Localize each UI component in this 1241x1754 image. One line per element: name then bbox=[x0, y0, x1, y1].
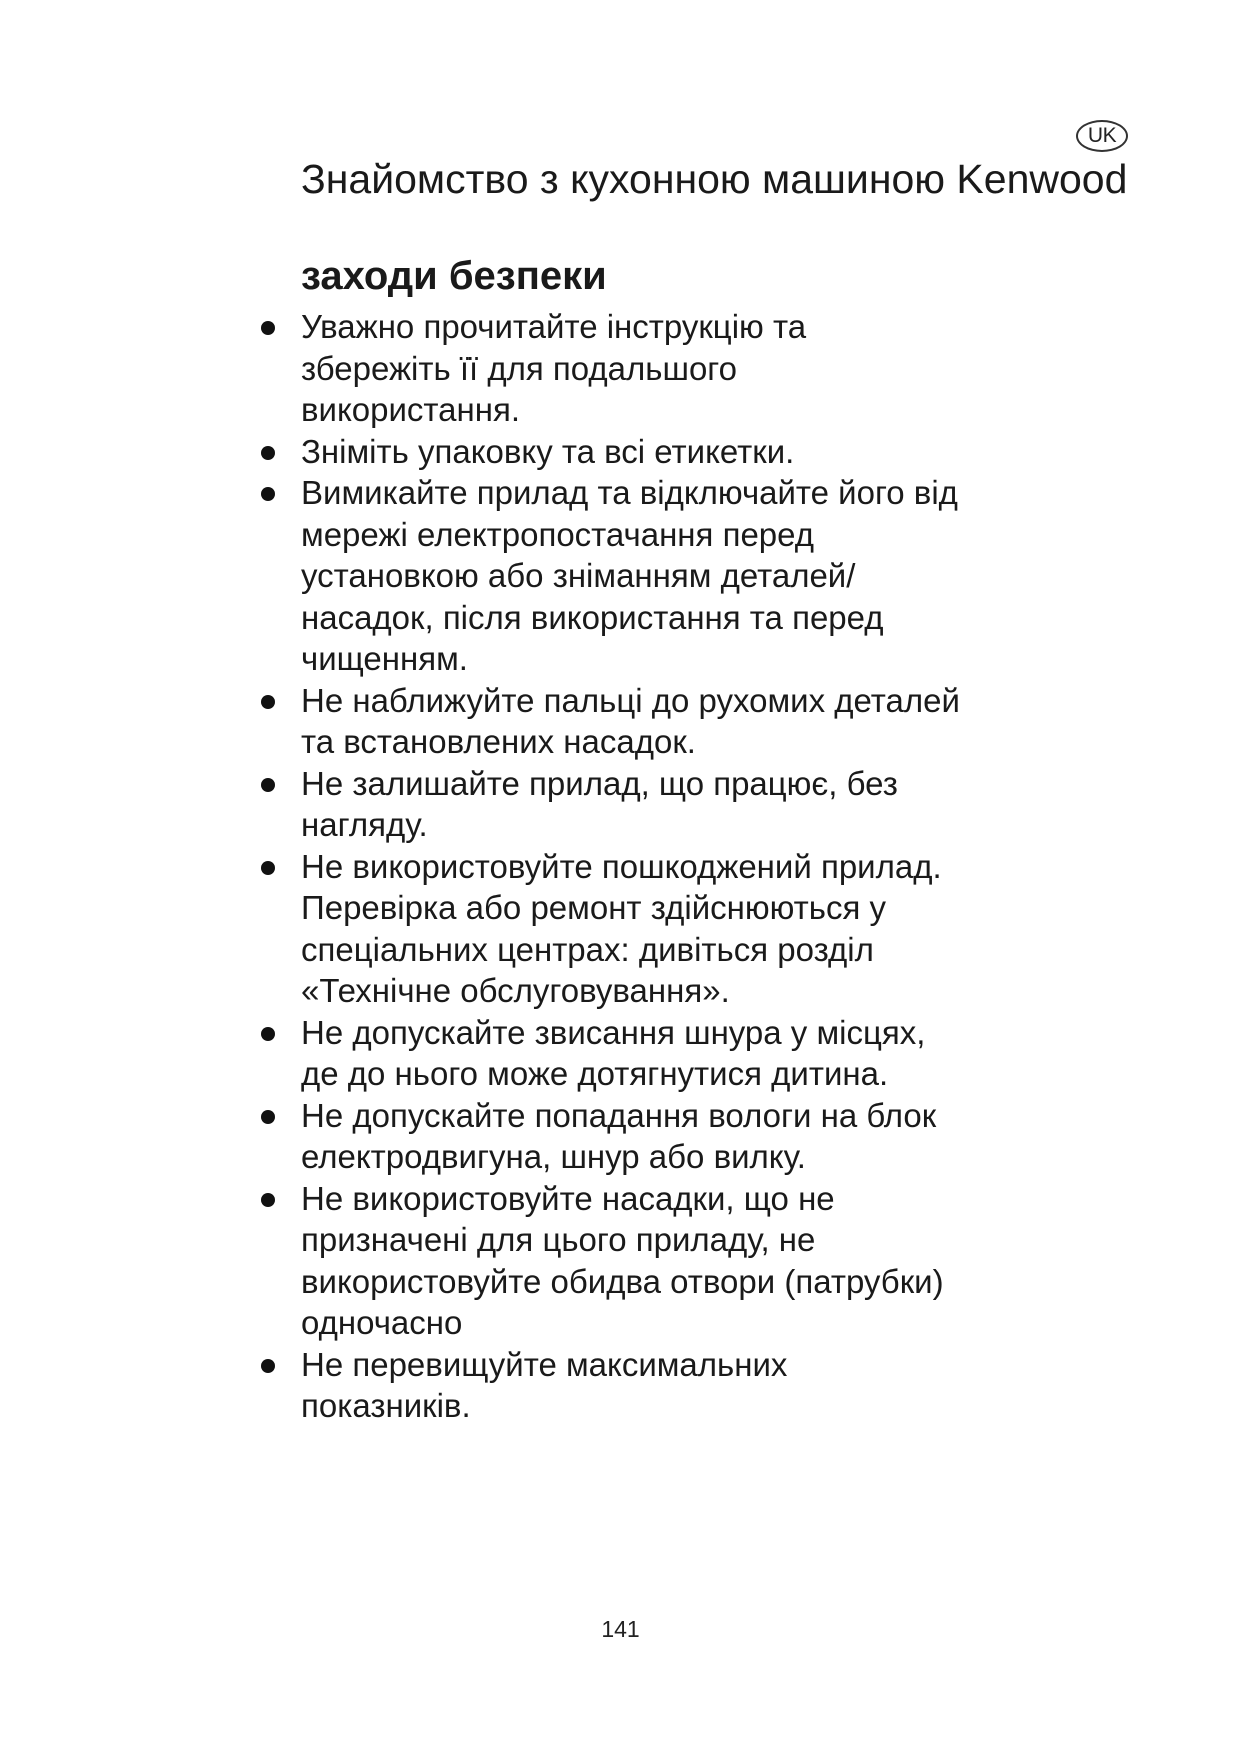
bullet-icon bbox=[261, 1193, 275, 1207]
list-item bbox=[260, 1095, 960, 1178]
list-item-text: Не перевищуйте максимальних показників. bbox=[301, 1345, 788, 1424]
safety-list bbox=[260, 306, 960, 1427]
page-number: 141 bbox=[601, 1616, 640, 1642]
bullet-icon bbox=[261, 778, 275, 792]
page-title: Знайомство з кухонною машиною Kenwood bbox=[301, 156, 1128, 202]
list-item bbox=[260, 763, 960, 846]
list-item bbox=[260, 680, 960, 763]
list-item bbox=[260, 431, 960, 473]
bullet-icon bbox=[261, 861, 275, 875]
bullet-icon bbox=[261, 695, 275, 709]
list-item bbox=[260, 1012, 960, 1095]
section-heading: заходи безпеки bbox=[301, 254, 607, 298]
bullet-icon bbox=[261, 446, 275, 460]
bullet-icon bbox=[261, 321, 275, 335]
bullet-icon bbox=[261, 1027, 275, 1041]
list-item bbox=[260, 1178, 960, 1344]
list-item-text: Уважно прочитайте інструкцію та збережіть її для подальшого використання. bbox=[301, 308, 807, 428]
bullet-icon bbox=[261, 1110, 275, 1124]
list-item-text: Не наближуйте пальці до рухомих деталей та встановлених насадок. bbox=[301, 681, 960, 760]
list-item-text: Зніміть упаковку та всі етикетки. bbox=[301, 432, 795, 470]
list-item bbox=[260, 472, 960, 680]
list-item-text: Не використовуйте пошкоджений прилад. Перевірка або ремонт здійснюються у спеціальних центрах: дивіться розділ «Технічне обслуговування». bbox=[301, 847, 942, 1009]
list-item bbox=[260, 306, 960, 431]
list-item bbox=[260, 846, 960, 1012]
list-item-text: Не залишайте прилад, що працює, без нагляду. bbox=[301, 764, 898, 843]
bullet-icon bbox=[261, 1359, 275, 1373]
list-item bbox=[260, 1344, 960, 1427]
language-badge: UK bbox=[1076, 120, 1128, 152]
list-item-text: Не використовуйте насадки, що не призначені для цього приладу, не використовуйте обидва отвори (патрубки) одночасно bbox=[301, 1179, 944, 1341]
list-item-text: Не допускайте звисання шнура у місцях, де до нього може дотягнутися дитина. bbox=[301, 1013, 926, 1092]
list-item-text: Не допускайте попадання вологи на блок електродвигуна, шнур або вилку. bbox=[301, 1096, 937, 1175]
list-item-text: Вимикайте прилад та відключайте його від мережі електропостачання перед установкою або зніманням деталей/насадок, після використання та перед чищенням. bbox=[301, 474, 958, 677]
bullet-icon bbox=[261, 487, 275, 501]
